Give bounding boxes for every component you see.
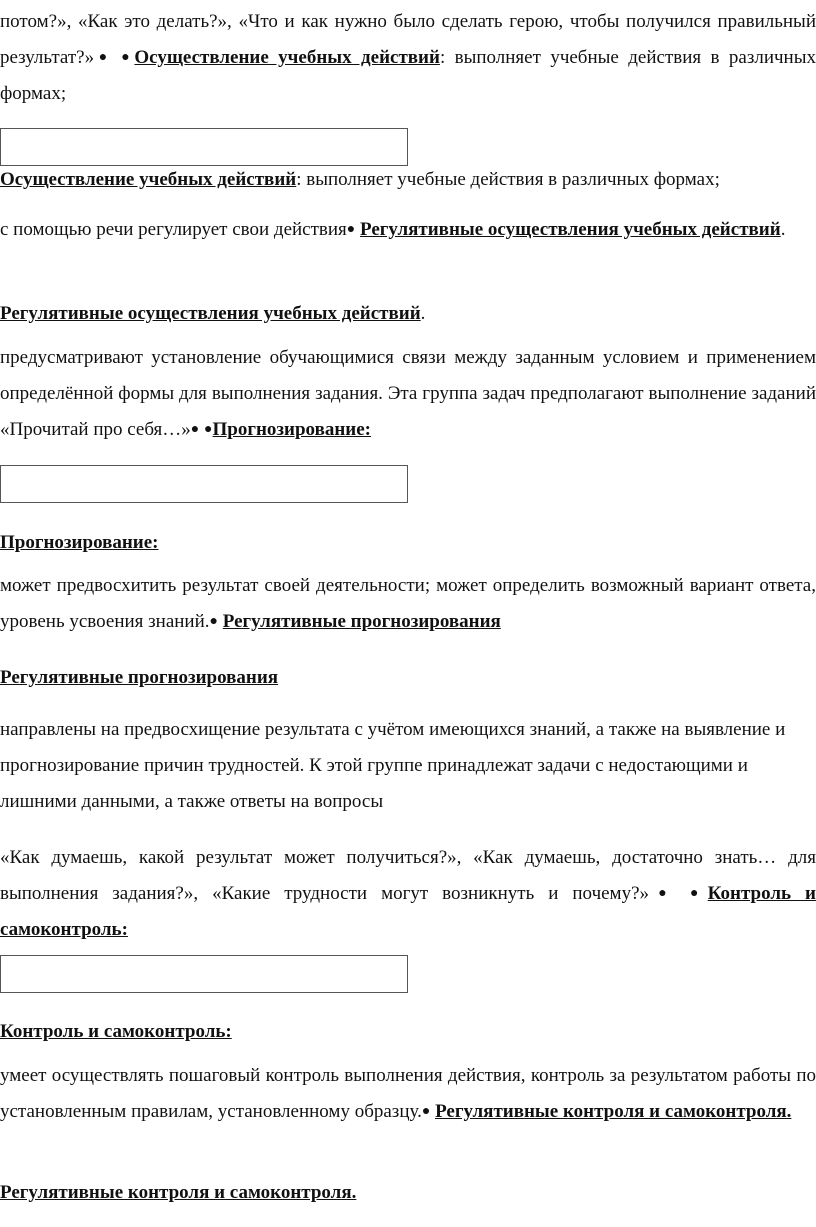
paragraph-6 (0, 525, 816, 561)
section-heading: Регулятивные контроля и самоконтроля. (0, 1182, 357, 1203)
heading-inline: Регулятивные осуществления учебных действий (360, 219, 781, 240)
paragraph-4: Регулятивные осуществления учебных действий. (0, 303, 426, 324)
heading-inline: Контроль и самоконтроль: (0, 883, 816, 940)
paragraph-5: предусматривают установление обучающимися связи между заданным условием и применением определённой формы для выполнения задания. Эта группа задач предполагают выполнение заданий «Прочитай про себя…»● ●Прогнозирование: (0, 347, 816, 440)
paragraph-3: с помощью речи регулирует свои действия● Регулятивные осуществления учебных действий. (0, 219, 786, 240)
bullet-icon: ● (190, 422, 200, 437)
blank-answer-box (0, 128, 408, 166)
paragraph-7: может предвосхитить результат своей деятельности; может определить возможный вариант ответа, уровень усвоения знаний.● Регулятивные прогнозирования (0, 575, 816, 632)
section-heading: Прогнозирование: (0, 532, 159, 553)
heading-inline: Осуществление учебных действий (134, 47, 440, 68)
bullet-icon: ● (649, 886, 676, 901)
bullet-icon: ● (121, 50, 135, 65)
blank-answer-box (0, 955, 408, 993)
bullet-icon: ● (421, 1104, 431, 1119)
bullet-icon: ● (204, 422, 213, 437)
paragraph-1: потом?», «Как это делать?», «Что и как нужно было сделать герою, чтобы получился правильный результат?»● ●Осуществление учебных действий: выполняет учебные действия в различных формах; (0, 11, 816, 104)
paragraph-8 (0, 660, 816, 696)
section-heading: Регулятивные осуществления учебных действий (0, 303, 421, 324)
bullet-icon: ● (209, 614, 218, 629)
paragraph-13 (0, 1175, 816, 1211)
section-heading: Осуществление учебных действий (0, 169, 297, 190)
bullet-icon: ● (346, 222, 356, 237)
bullet-icon: ● (94, 50, 112, 65)
heading-inline: Регулятивные прогнозирования (222, 611, 501, 632)
paragraph-2: Осуществление учебных действий: выполняет учебные действия в различных формах; (0, 169, 720, 190)
bullet-icon: ● (689, 886, 708, 901)
paragraph-11 (0, 1014, 816, 1050)
heading-inline: Прогнозирование: (212, 419, 371, 440)
paragraph-12: умеет осуществлять пошаговый контроль выполнения действия, контроль за результатом работы по установленным правилам, установленному образцу.● Регулятивные контроля и самоконтроля. (0, 1065, 816, 1122)
section-heading: Регулятивные прогнозирования (0, 667, 279, 688)
heading-inline: Регулятивные контроля и самоконтроля. (435, 1101, 792, 1122)
blank-answer-box (0, 465, 408, 503)
paragraph-10: «Как думаешь, какой результат может получиться?», «Как думаешь, достаточно знать… для выполнения задания?», «Какие трудности могут возникнуть и почему?»● ●Контроль и самоконтроль: (0, 847, 816, 940)
section-heading: Контроль и самоконтроль: (0, 1021, 232, 1042)
paragraph-9: направлены на предвосхищение результата с учётом имеющихся знаний, а также на выявление и прогнозирование причин трудностей. К этой группе принадлежат задачи с недостающими и лишними данными, а также ответы на вопросы (0, 719, 786, 812)
